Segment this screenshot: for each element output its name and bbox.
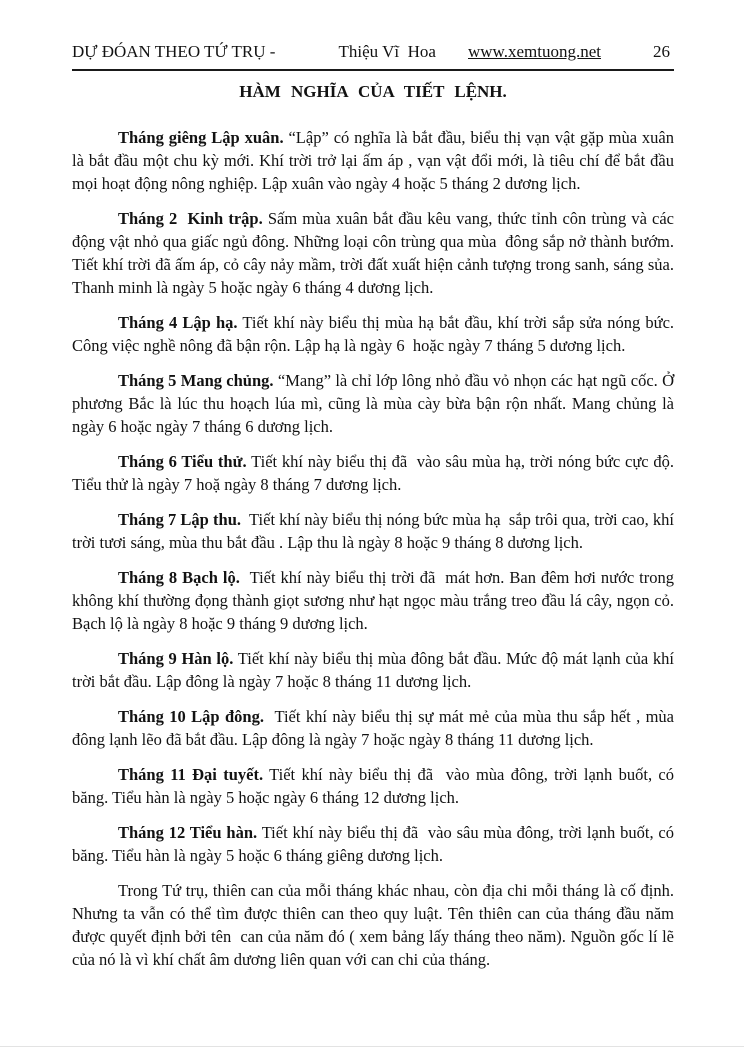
header-divider xyxy=(72,69,674,71)
paragraph-thang-4 xyxy=(72,311,679,357)
paragraph-lead: Tháng 2 Kinh trập. xyxy=(118,209,263,228)
page-content xyxy=(72,42,679,983)
paragraph-thang-9 xyxy=(72,647,679,693)
paragraph-body: Tiết khí này biểu thị trời đã mát hơn. Ban đêm hơi nước trong không khí thường đọng thành giọt sương như hạt ngọc màu trắng treo đầu lá cây, ngọn cỏ. Bạch lộ là ngày 8 hoặc 9 tháng 9 dương lịch. xyxy=(72,568,679,633)
paragraph-body: “Lập” có nghĩa là bắt đầu, biểu thị vạn vật gặp mùa xuân là bắt đầu một chu kỳ mới. Khí trời trở lại ấm áp , vạn vật đổi mới, là tiêu chí để bắt đầu mọi hoạt động nông nghiệp. Lập xuân vào ngày 4 hoặc 5 tháng 2 dương lịch. xyxy=(72,128,679,193)
paragraph-thang-12 xyxy=(72,821,679,867)
paragraph-lead: Tháng 4 Lập hạ. xyxy=(118,313,238,332)
paragraph-thang-10 xyxy=(72,705,679,751)
header-book-title: DỰ ĐÓAN THEO TỨ TRỤ - xyxy=(72,42,276,61)
paragraph-lead: Tháng 6 Tiểu thử. xyxy=(118,452,247,471)
paragraph-lead: Tháng giêng Lập xuân. xyxy=(118,128,284,147)
paragraph-body: Tiết khí này biểu thị đã vào sâu mùa hạ, trời nóng bức cực độ. Tiểu thử là ngày 7 hoặ ngày 8 tháng 7 dương lịch. xyxy=(72,452,678,494)
paragraph-lead: Tháng 8 Bạch lộ. xyxy=(118,568,240,587)
paragraph-thang-8 xyxy=(72,566,679,635)
paragraph-closing xyxy=(72,879,679,971)
paragraph-body: Tiết khí này biểu thị sự mát mẻ của mùa thu sắp hết , mùa đông lạnh lẽo đã bắt đầu. Lập đông là ngày 7 hoặc ngày 8 tháng 11 dương lịch. xyxy=(72,707,679,749)
paragraph-thang-5 xyxy=(72,369,679,438)
paragraph-lead: Tháng 11 Đại tuyết. xyxy=(118,765,264,784)
paragraph-body: Tiết khí này biểu thị mùa đông bắt đầu. Mức độ mát lạnh của khí trời bắt đầu. Lập đông là ngày 7 hoặc 8 tháng 11 dương lịch. xyxy=(72,649,679,691)
paragraph-lead: Tháng 7 Lập thu. xyxy=(118,510,241,529)
paragraph-thang-6 xyxy=(72,450,678,496)
page-header xyxy=(72,42,674,62)
paragraph-body: Tiết khí này biểu thị đã vào sâu mùa đông, trời lạnh buốt, có băng. Tiểu hàn là ngày 5 hoặc 6 tháng giêng dương lịch. xyxy=(72,823,679,865)
page-bottom-edge xyxy=(0,1046,744,1047)
website-link[interactable]: www.xemtuong.net xyxy=(468,42,601,61)
paragraph-body: Trong Tứ trụ, thiên can của mỗi tháng khác nhau, còn địa chi mỗi tháng là cố định. Nhưng ta vẫn có thể tìm được thiên can theo quy luật. Tên thiên can của tháng đầu năm được quyết định bởi tên can của năm đó ( xem bảng lấy tháng theo năm). Nguồn gốc lí lẽ của nó là vì khí chất âm dương liên quan với can chi của tháng. xyxy=(72,881,679,969)
paragraph-thang-2 xyxy=(72,207,679,299)
paragraph-thang-gieng xyxy=(72,126,679,195)
paragraph-body: Tiết khí này biểu thị đã vào mùa đông, trời lạnh buốt, có băng. Tiểu hàn là ngày 5 hoặc ngày 6 tháng 12 dương lịch. xyxy=(72,765,679,807)
paragraph-lead: Tháng 5 Mang chủng. xyxy=(118,371,274,390)
page-number: 26 xyxy=(653,42,670,61)
paragraph-body: Sấm mùa xuân bắt đầu kêu vang, thức tỉnh côn trùng và các động vật nhỏ qua giấc ngủ đông. Những loại côn trùng qua mùa đông sắp nở thành bướm. Tiết khí trời đã ấm áp, cỏ cây nảy mầm, trời đất xuất hiện cảnh tượng trong sanh, sáng sủa. Thanh minh là ngày 5 hoặc ngày 6 tháng 4 dương lịch. xyxy=(72,209,679,297)
paragraph-thang-11 xyxy=(72,763,679,809)
paragraph-thang-7 xyxy=(72,508,679,554)
paragraph-lead: Tháng 9 Hàn lộ. xyxy=(118,649,234,668)
document-title: HÀM NGHĨA CỦA TIẾT LỆNH. xyxy=(239,82,507,101)
paragraph-body: “Mang” là chỉ lớp lông nhỏ đầu vỏ nhọn các hạt ngũ cốc. Ở phương Bắc là lúc thu hoạch lúa mì, cũng là mùa cày bừa bận rộn nhất. Mang chủng là ngày 6 hoặc ngày 7 tháng 6 dương lịch. xyxy=(72,371,679,436)
header-author: Thiệu Vĩ Hoa xyxy=(338,42,436,61)
paragraph-lead: Tháng 12 Tiểu hàn. xyxy=(118,823,258,842)
paragraph-lead: Tháng 10 Lập đông. xyxy=(118,707,264,726)
paragraph-body: Tiết khí này biểu thị mùa hạ bắt đầu, khí trời sắp sửa nóng bức. Công việc nghề nông đã bận rộn. Lập hạ là ngày 6 hoặc ngày 7 tháng 5 dương lịch. xyxy=(72,313,679,355)
paragraph-body: Tiết khí này biểu thị nóng bức mùa hạ sắp trôi qua, trời cao, khí trời tươi sáng, mùa thu bắt đầu . Lập thu là ngày 8 hoặc 9 tháng 8 dương lịch. xyxy=(72,510,679,552)
